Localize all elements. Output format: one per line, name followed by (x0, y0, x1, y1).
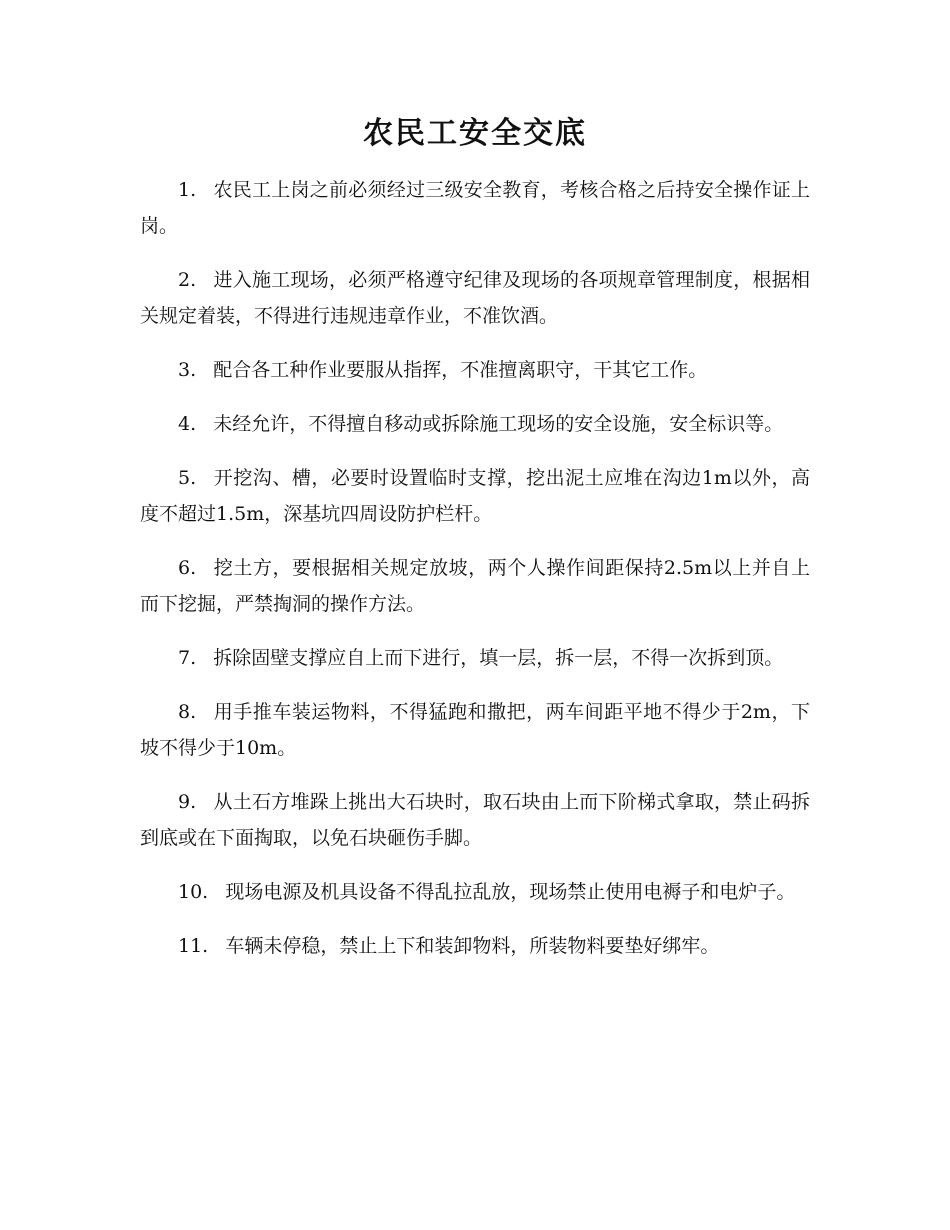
item-number: 2. (178, 269, 197, 291)
list-item (140, 460, 810, 532)
item-text: 农民工上岗之前必须经过三级安全教育，考核合格之后持安全操作证上岗。 (140, 179, 810, 237)
list-item (140, 172, 810, 244)
list-item (140, 694, 810, 766)
list-item (140, 874, 810, 910)
item-text: 进入施工现场，必须严格遵守纪律及现场的各项规章管理制度，根据相关规定着装，不得进行违规违章作业，不准饮酒。 (140, 269, 810, 327)
item-number: 11. (178, 935, 209, 957)
item-number: 3. (178, 359, 197, 381)
list-item (140, 928, 810, 964)
item-number: 9. (178, 791, 197, 813)
list-item (140, 262, 810, 334)
item-text: 用手推车装运物料，不得猛跑和撒把，两车间距平地不得少于2m，下坡不得少于10m。 (140, 701, 810, 759)
list-item (140, 550, 810, 622)
list-item (140, 784, 810, 856)
list-item (140, 352, 810, 388)
item-number: 5. (178, 467, 197, 489)
document-title: 农民工安全交底 (363, 116, 587, 151)
item-text: 从土石方堆跺上挑出大石块时，取石块由上而下阶梯式拿取，禁止码拆到底或在下面掏取，以免石块砸伤手脚。 (140, 791, 810, 849)
item-text: 配合各工种作业要服从指挥，不准擅离职守，干其它工作。 (213, 359, 708, 381)
item-text: 拆除固壁支撑应自上而下进行，填一层，拆一层，不得一次拆到顶。 (213, 647, 784, 669)
item-number: 6. (178, 557, 197, 579)
item-text: 挖土方，要根据相关规定放坡，两个人操作间距保持2.5m以上并自上而下挖掘，严禁掏洞的操作方法。 (140, 557, 810, 615)
item-number: 1. (178, 179, 197, 201)
item-number: 4. (178, 413, 197, 435)
item-number: 10. (178, 881, 209, 903)
item-text: 现场电源及机具设备不得乱拉乱放，现场禁止使用电褥子和电炉子。 (225, 881, 796, 903)
item-text: 未经允许，不得擅自移动或拆除施工现场的安全设施，安全标识等。 (213, 413, 784, 435)
item-text: 车辆未停稳，禁止上下和装卸物料，所装物料要垫好绑牢。 (225, 935, 720, 957)
item-number: 7. (178, 647, 197, 669)
item-text: 开挖沟、槽，必要时设置临时支撑，挖出泥土应堆在沟边1m以外，高度不超过1.5m，深基坑四周设防护栏杆。 (140, 467, 810, 525)
list-item (140, 640, 810, 676)
list-item (140, 406, 810, 442)
item-number: 8. (178, 701, 197, 723)
